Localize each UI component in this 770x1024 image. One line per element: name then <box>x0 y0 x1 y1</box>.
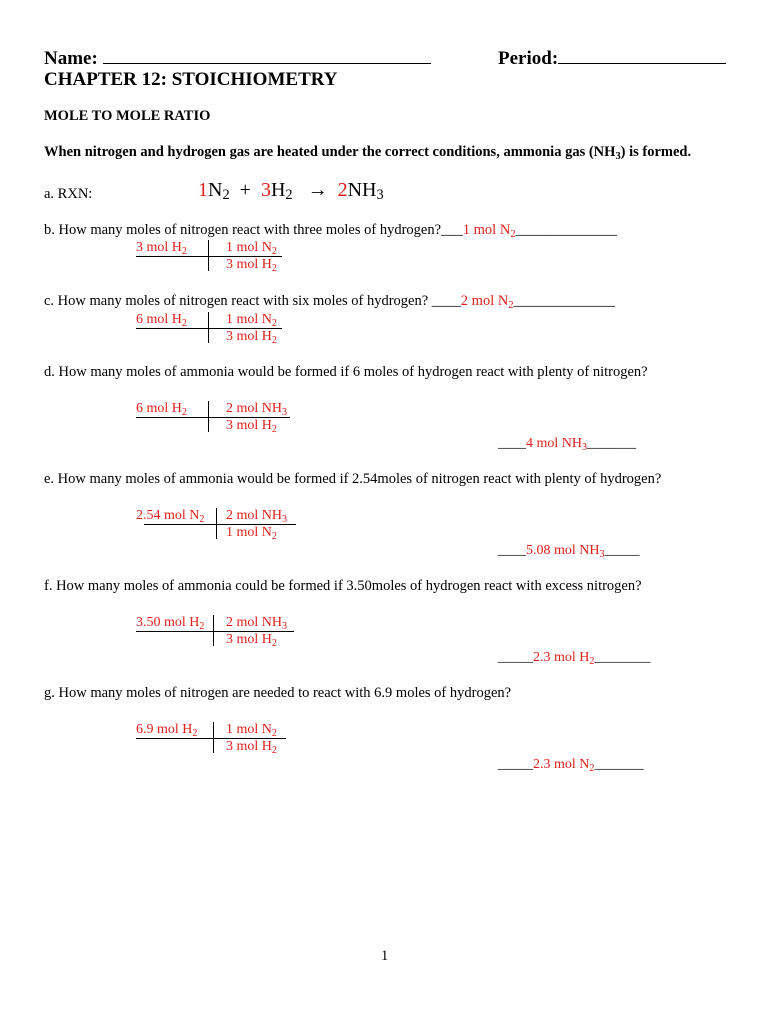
question-c-blank-before: ____ <box>428 293 461 309</box>
question-g-given: 6.9 mol H <box>136 722 193 737</box>
species-h2-sub: 2 <box>285 187 293 203</box>
question-d-blank-after: _______ <box>587 436 637 451</box>
question-b-text: b. How many moles of nitrogen react with three moles of hydrogen? <box>44 222 442 238</box>
coef-nh3: 2 <box>337 179 348 201</box>
question-b-denominator-sub: 2 <box>271 263 277 274</box>
period-line <box>558 47 726 64</box>
reaction-label: a. RXN: <box>44 186 93 202</box>
page-number: 1 <box>381 948 389 964</box>
name-label: Name: <box>44 48 98 69</box>
question-g-numerator: 1 mol N <box>226 722 272 737</box>
question-f-blank-before: _____ <box>498 650 533 665</box>
question-c-blank-after: ______________ <box>513 293 616 309</box>
question-e-given: 2.54 mol N <box>136 508 200 523</box>
question-f-denominator: 3 mol H <box>226 632 272 647</box>
question-g-blank-after: _______ <box>594 757 644 772</box>
question-b-blank-before: ___ <box>441 222 463 238</box>
question-e-denominator-sub: 2 <box>271 531 277 542</box>
question-b-numerator-sub: 2 <box>271 246 277 257</box>
question-f-given: 3.50 mol H <box>136 615 200 630</box>
question-d-blank-before: ____ <box>498 436 526 451</box>
question-e-numerator-sub: 3 <box>282 514 288 525</box>
question-d-answer-line <box>498 436 636 453</box>
question-e-answer-sub: 3 <box>599 549 605 560</box>
question-d-answer-sub: 3 <box>582 442 588 453</box>
intro-text-after: ) is formed. <box>620 144 692 160</box>
question-b-denominator: 3 mol H <box>226 257 272 272</box>
question-b-numerator: 1 mol N <box>226 240 272 255</box>
question-f-work <box>136 614 311 650</box>
question-f-answer-line <box>498 650 650 667</box>
question-c-numerator: 1 mol N <box>226 312 272 327</box>
question-e-work <box>136 507 311 543</box>
intro-sub: 3 <box>615 151 621 162</box>
species-nh3-sub: 3 <box>376 187 384 203</box>
question-d-numerator: 2 mol NH <box>226 401 282 416</box>
coef-n2: 1 <box>198 179 208 201</box>
question-e-text: e. How many moles of ammonia would be formed if 2.54moles of nitrogen react with plenty of hydrogen? <box>44 471 662 487</box>
question-b-blank-after: ______________ <box>515 222 618 238</box>
intro-text-before: When nitrogen and hydrogen gas are heated under the correct conditions, ammonia gas (NH <box>44 144 616 160</box>
arrow-icon: → <box>307 179 328 201</box>
question-d-denominator-sub: 2 <box>271 424 277 435</box>
question-c <box>44 293 615 311</box>
question-b <box>44 222 617 240</box>
question-c-given: 6 mol H <box>136 312 182 327</box>
name-line <box>103 47 431 64</box>
plus-sign: + <box>239 179 251 201</box>
question-f-given-sub: 2 <box>199 621 205 632</box>
question-g-numerator-sub: 2 <box>271 728 277 739</box>
question-d-denominator: 3 mol H <box>226 418 272 433</box>
name-field <box>44 47 431 70</box>
question-b-answer: 1 mol N <box>462 222 511 238</box>
question-g-text: g. How many moles of nitrogen are needed to react with 6.9 moles of hydrogen? <box>44 685 512 701</box>
period-field <box>498 47 726 70</box>
coef-h2: 3 <box>260 179 271 201</box>
question-f-denominator-sub: 2 <box>271 638 277 649</box>
question-c-denominator: 3 mol H <box>226 329 272 344</box>
question-d-given-sub: 2 <box>181 407 187 418</box>
question-e-blank-before: ____ <box>498 543 526 558</box>
question-g-work <box>136 721 306 757</box>
question-g-blank-before: _____ <box>498 757 533 772</box>
question-c-given-sub: 2 <box>181 318 187 329</box>
question-g-denominator-sub: 2 <box>271 745 277 756</box>
species-n2: N <box>208 179 223 201</box>
reaction-equation <box>198 179 384 204</box>
question-c-work <box>136 311 296 347</box>
question-d-given: 6 mol H <box>136 401 182 416</box>
question-f-numerator-sub: 3 <box>282 621 288 632</box>
question-d-work <box>136 400 306 436</box>
species-n2-sub: 2 <box>222 187 230 203</box>
question-c-answer-sub: 2 <box>508 300 514 311</box>
question-g-answer-line <box>498 757 643 774</box>
question-f-numerator: 2 mol NH <box>226 615 282 630</box>
chapter-title: CHAPTER 12: STOICHIOMETRY <box>44 69 338 90</box>
species-nh3: NH <box>347 179 377 201</box>
question-d-text: d. How many moles of ammonia would be formed if 6 moles of hydrogen react with plenty of nitrogen? <box>44 364 648 380</box>
question-e-denominator: 1 mol N <box>226 525 272 540</box>
question-e-answer-line <box>498 543 640 560</box>
question-e-given-sub: 2 <box>199 514 205 525</box>
period-label: Period: <box>498 48 559 69</box>
question-f-answer-sub: 2 <box>589 656 595 667</box>
species-h2: H <box>270 179 286 201</box>
intro-text <box>44 144 691 162</box>
question-f-answer: 2.3 mol H <box>533 650 590 665</box>
question-d-numerator-sub: 3 <box>282 407 288 418</box>
question-g-answer-sub: 2 <box>589 763 595 774</box>
question-g-answer: 2.3 mol N <box>533 757 590 772</box>
question-f-text: f. How many moles of ammonia could be formed if 3.50moles of hydrogen react with excess nitrogen? <box>44 578 642 594</box>
question-g-denominator: 3 mol H <box>226 739 272 754</box>
question-b-work <box>136 239 296 275</box>
question-c-denominator-sub: 2 <box>271 335 277 346</box>
question-f-blank-after: ________ <box>594 650 651 665</box>
question-e-answer: 5.08 mol NH <box>526 543 600 558</box>
question-b-given: 3 mol H <box>136 240 182 255</box>
question-c-answer: 2 mol N <box>460 293 509 309</box>
section-title: MOLE TO MOLE RATIO <box>44 108 211 124</box>
question-g-given-sub: 2 <box>192 728 198 739</box>
question-c-numerator-sub: 2 <box>271 318 277 329</box>
question-e-numerator: 2 mol NH <box>226 508 282 523</box>
question-b-given-sub: 2 <box>181 246 187 257</box>
question-b-answer-sub: 2 <box>510 229 516 240</box>
question-c-text: c. How many moles of nitrogen react with six moles of hydrogen? <box>44 293 429 309</box>
question-d-answer: 4 mol NH <box>526 436 582 451</box>
question-e-blank-after: _____ <box>604 543 640 558</box>
